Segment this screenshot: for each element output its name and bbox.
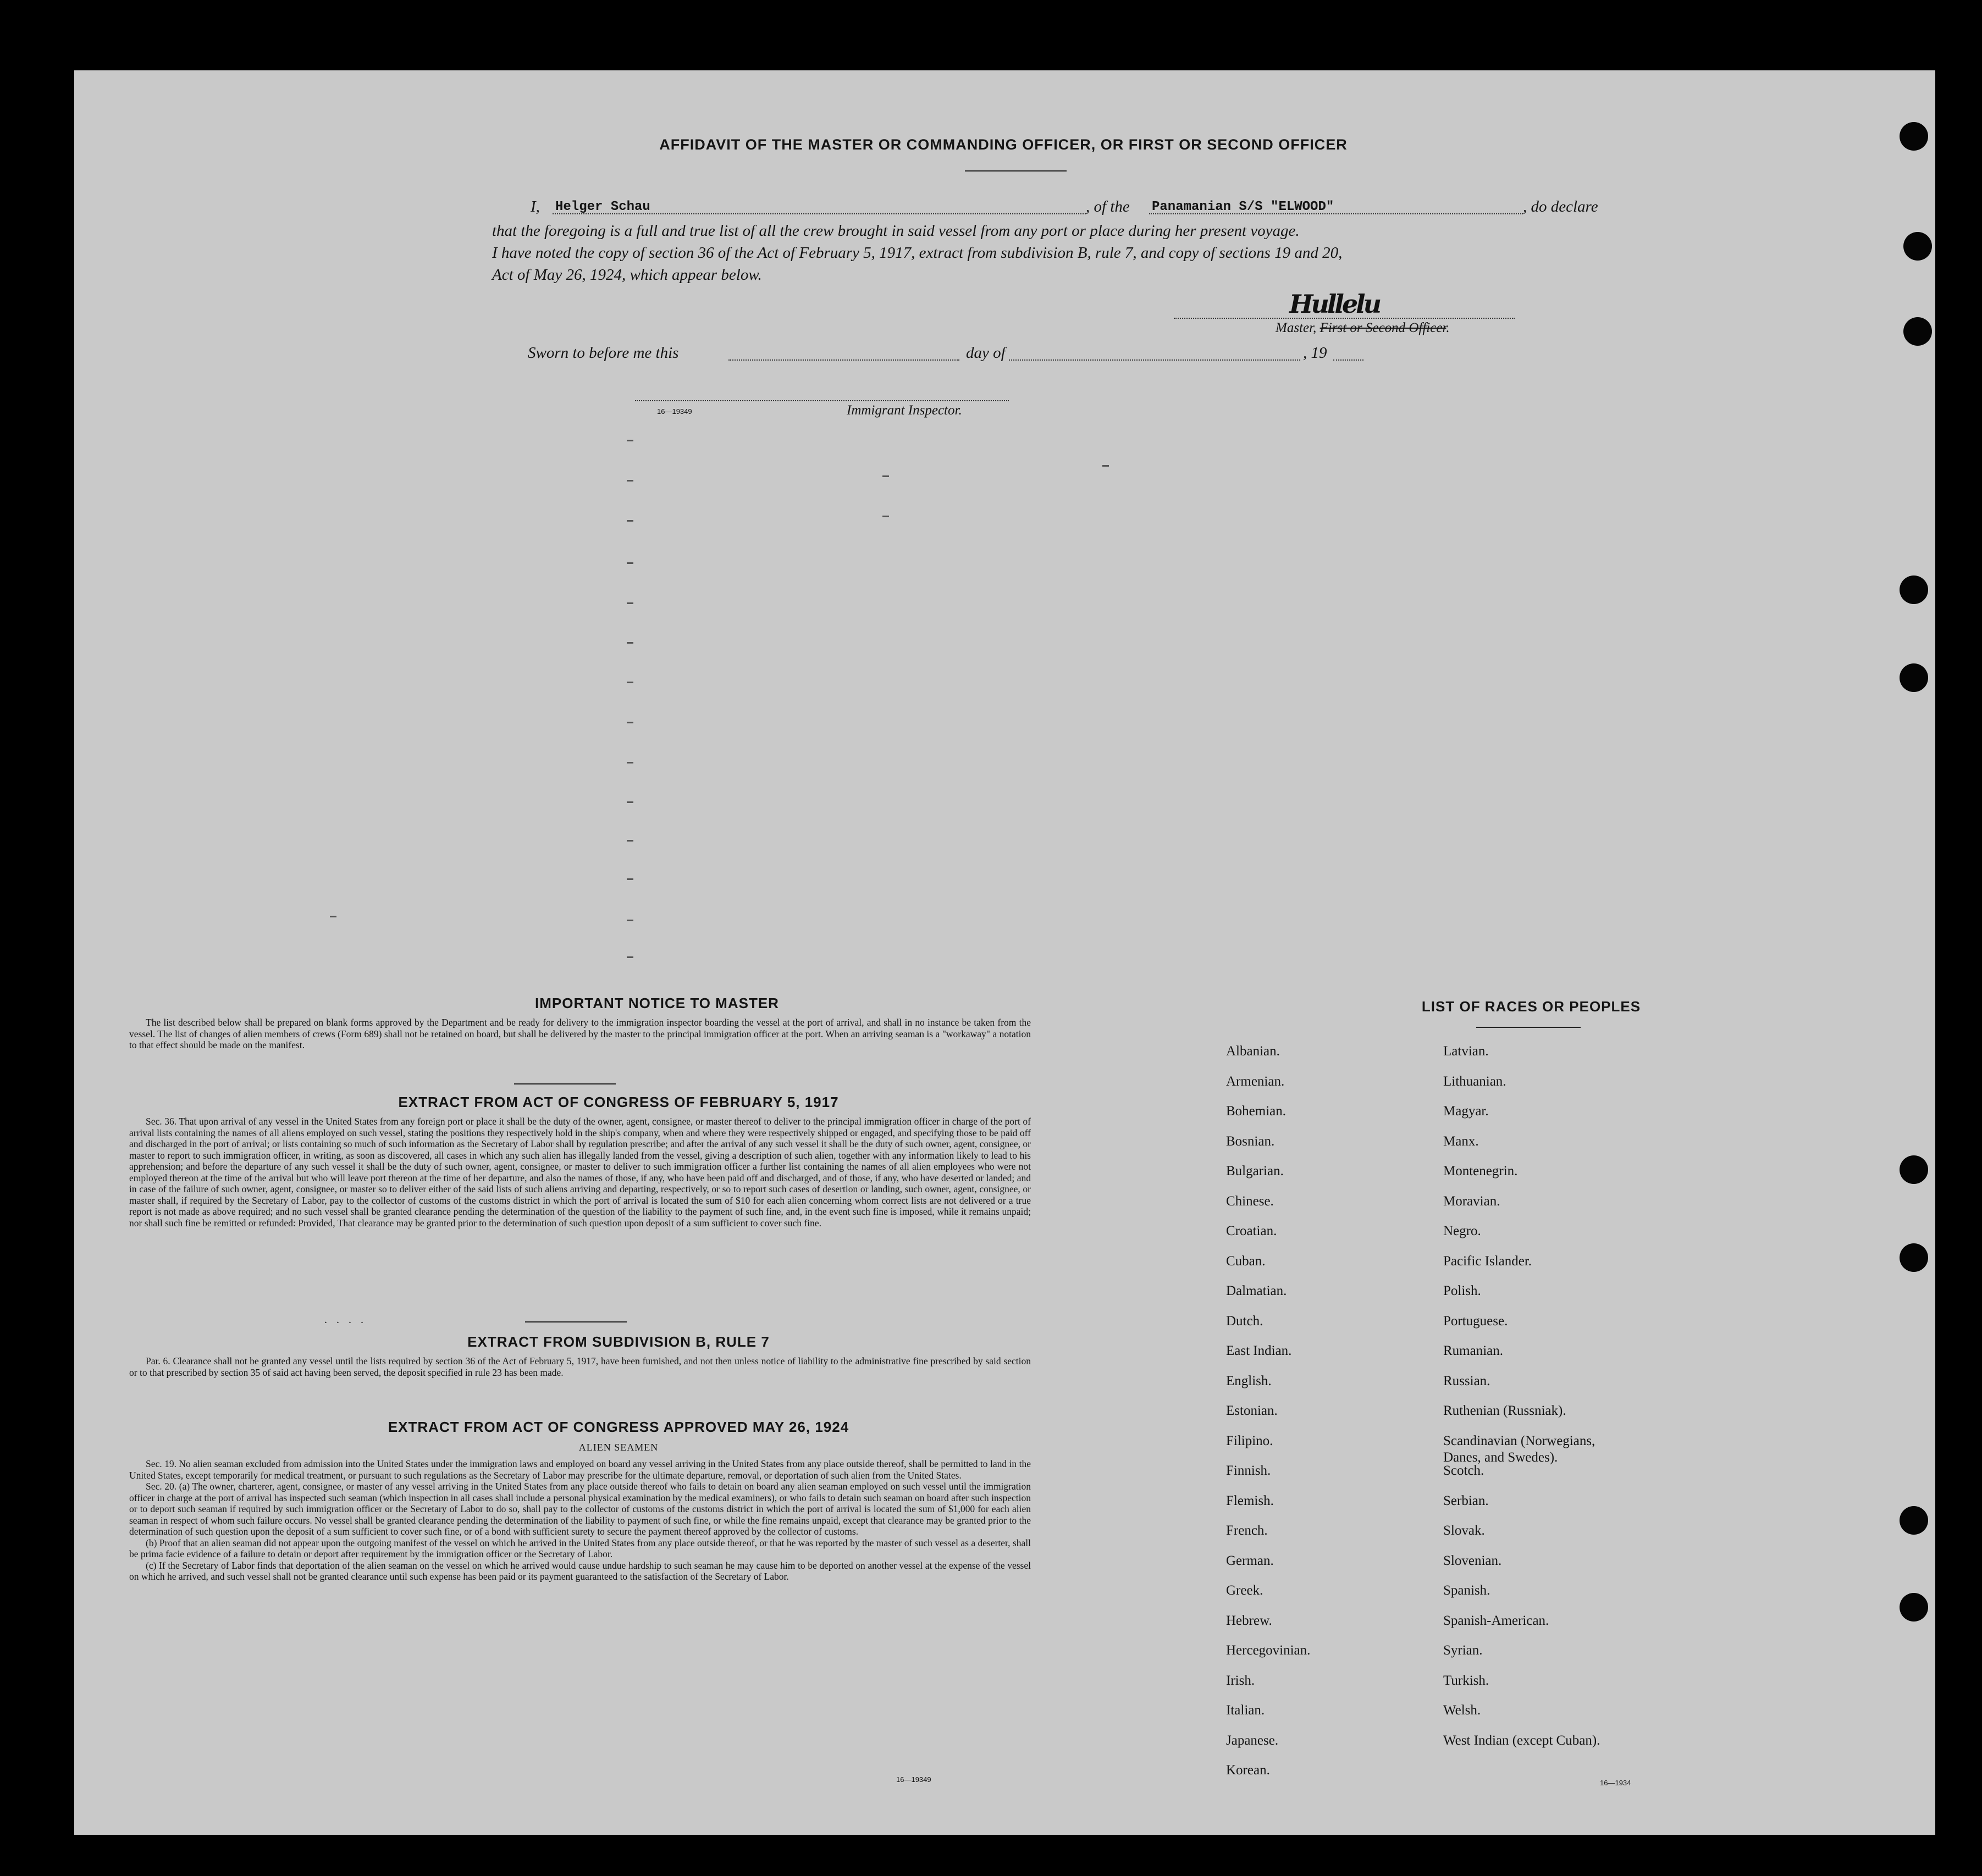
race-entry: Chinese.: [1226, 1193, 1274, 1209]
signature-caption: Master, First or Second Officer.: [1276, 320, 1450, 335]
race-entry: Russian.: [1443, 1373, 1490, 1388]
race-entry: Dalmatian.: [1226, 1283, 1287, 1298]
race-entry: Italian.: [1226, 1703, 1265, 1718]
affidavit-title: AFFIDAVIT OF THE MASTER OR COMMANDING OFFICER, OR FIRST OR SECOND OFFICER: [659, 136, 1348, 153]
do-declare-label: , do declare: [1523, 198, 1598, 215]
binder-hole: [1903, 232, 1932, 261]
races-column-1: [1226, 1043, 1418, 1792]
race-entry: Latvian.: [1443, 1044, 1489, 1059]
races-title: LIST OF RACES OR PEOPLES: [1421, 998, 1641, 1015]
extract-1917-divider: [525, 1321, 627, 1322]
race-entry: Spanish-American.: [1443, 1613, 1549, 1628]
bleed-mark: [627, 562, 633, 564]
bleed-mark: [627, 682, 633, 683]
notice-text: The list described below shall be prepared on blank forms approved by the Department and be ready for delivery to the immigration inspector boarding the vessel at the port of arrival, and shall in no instance be taken from the vessel. The list of changes of alien members of crews (Form 689) shall not be retained on board, but shall be delivered by the master to the principal immigration officer at the port. When an arriving seaman is a "workaway" a notation to that effect should be made on the manifest.: [129, 1017, 1031, 1050]
inspector-signature-line: [635, 400, 1009, 401]
bleed-mark: [627, 642, 633, 644]
race-entry: Negro.: [1443, 1224, 1481, 1238]
races-form-code: 16—1934: [1600, 1779, 1631, 1787]
bleed-mark: [627, 440, 633, 441]
race-entry: Hercegovinian.: [1226, 1643, 1311, 1658]
vessel-value: Panamanian S/S "ELWOOD": [1152, 200, 1334, 214]
bleed-mark: [627, 602, 633, 604]
bleed-mark: [882, 475, 889, 477]
race-entry: English.: [1226, 1373, 1272, 1388]
race-entry: Albanian.: [1226, 1044, 1280, 1059]
race-entry: Montenegrin.: [1443, 1164, 1518, 1178]
extract-1917-title: EXTRACT FROM ACT OF CONGRESS OF FEBRUARY 5, 1917: [398, 1094, 839, 1110]
race-entry: Korean.: [1226, 1763, 1270, 1778]
binder-hole: [1900, 663, 1928, 692]
bleed-mark: [627, 762, 633, 763]
race-entry: Cuban.: [1226, 1253, 1266, 1269]
inspector-form-code: 16—19349: [657, 407, 692, 416]
race-entry: Moravian.: [1443, 1193, 1500, 1209]
race-entry: Manx.: [1443, 1133, 1479, 1149]
master-name-value: Helger Schau: [555, 200, 650, 214]
rule7-title: EXTRACT FROM SUBDIVISION B, RULE 7: [467, 1333, 770, 1350]
bleed-mark: [627, 801, 633, 803]
race-entry: Finnish.: [1226, 1463, 1271, 1478]
race-entry: Polish.: [1443, 1283, 1481, 1298]
year-line: [1333, 359, 1363, 361]
binder-hole: [1900, 575, 1928, 604]
race-entry: Magyar.: [1443, 1104, 1489, 1119]
binder-hole: [1900, 1155, 1928, 1184]
declarant-label: I,: [531, 198, 540, 215]
race-entry: Rumanian.: [1443, 1343, 1504, 1358]
extract-form-code: 16—19349: [896, 1775, 931, 1784]
race-entry: Slovak.: [1443, 1523, 1485, 1538]
binder-hole: [1900, 1243, 1928, 1272]
race-entry: Serbian.: [1443, 1493, 1489, 1508]
bleed-mark: [627, 840, 633, 842]
race-entry: Croatian.: [1226, 1224, 1277, 1238]
title-divider: [965, 170, 1067, 171]
bleed-mark: [627, 722, 633, 723]
races-column-2: [1443, 1043, 1718, 1762]
race-entry: Flemish.: [1226, 1493, 1274, 1508]
race-entry: Estonian.: [1226, 1403, 1278, 1418]
extract-1917-dots: . . . .: [324, 1314, 367, 1326]
race-entry: Scandinavian (Norwegians, Danes, and Swedes).: [1443, 1433, 1595, 1465]
sworn-day-line: [728, 359, 959, 361]
bleed-mark: [330, 916, 336, 917]
declaration-line-2: that the foregoing is a full and true list of all the crew brought in said vessel from any port or place during her present voyage.: [492, 222, 1300, 240]
binder-hole: [1900, 1593, 1928, 1622]
bleed-mark: [627, 956, 633, 958]
rule7-text: Par. 6. Clearance shall not be granted any vessel until the lists required by section 36 of the Act of February 5, 1917, have been furnished, and not then unless notice of liability to the administrative fine prescribed by said section or to that prescribed by section 35 of said act having been served, the deposit specified in rule 23 has been made.: [129, 1355, 1031, 1378]
binder-hole: [1900, 1506, 1928, 1535]
race-entry: Armenian.: [1226, 1073, 1285, 1089]
bleed-mark: [627, 920, 633, 921]
race-entry: Syrian.: [1443, 1643, 1483, 1658]
race-entry: Portuguese.: [1443, 1313, 1508, 1329]
notice-title: IMPORTANT NOTICE TO MASTER: [535, 995, 779, 1011]
race-entry: Dutch.: [1226, 1313, 1263, 1329]
declaration-line-4: Act of May 26, 1924, which appear below.: [492, 266, 762, 284]
race-entry: Japanese.: [1226, 1733, 1279, 1748]
binder-hole: [1903, 317, 1932, 346]
race-entry: Pacific Islander.: [1443, 1253, 1532, 1269]
race-entry: Spanish.: [1443, 1583, 1490, 1598]
extract-1917-text: Sec. 36. That upon arrival of any vessel in the United States from any foreign port or place it shall be the duty of the owner, agent, consignee, or master thereof to deliver to the principal immigration officer in charge of the port of arrival lists containing the names of all aliens employed on such vessel, stating the positions they respectively hold in the ship's company, when and where they were respectively shipped or engaged, and specifying those to be paid off and discharged in the port of arrival; or lists containing so much of such information as the Secretary of Labor shall by regulation prescribe; and after the arrival of any such vessel it shall be the duty of such owner, agent, consignee, or master to report to such immigration officer, in writing, as soon as discovered, all cases in which any such alien has illegally landed from the vessel, giving a description of such alien, together with any information likely to lead to his apprehension; and before the departure of any such vessel it shall be the duty of such owner, agent, consignee, or master to deliver to such immigration officer a further list containing the names of all alien employees who were not employed thereon at the time of the arrival but who will leave port thereon at the time of her departure, and also the names of those, if any, who have been paid off and discharged, and of those, if any, who have deserted or landed; and in case of the failure of such owner, agent, consignee, or master so to deliver either of the said lists of such aliens arriving and departing, respectively, or so to report such cases of desertion or landing, such owner, agent, consignee, or master shall, if required by the Secretary of Labor, pay to the collector of customs of the customs district in which the port of arrival is located the sum of $10 for each alien concerning whom correct lists are not delivered or a true report is not made as above required; and no such vessel shall be granted clearance pending the determination of the question of the liability to the payment of such fine, and, in the event such fine is imposed, while it remains unpaid; nor shall such fine be remitted or refunded: Provided, That clearance may be granted prior to the determination of such question upon deposit of a sum sufficient to cover such fine.: [129, 1116, 1031, 1228]
notice-divider: [514, 1083, 616, 1084]
race-entry: Hebrew.: [1226, 1613, 1272, 1628]
extract-1924-title: EXTRACT FROM ACT OF CONGRESS APPROVED MAY 26, 1924: [388, 1419, 849, 1435]
declaration-line-3: I have noted the copy of section 36 of the Act of February 5, 1917, extract from subdivision B, rule 7, and copy of sections 19 and 20,: [492, 244, 1343, 262]
race-entry: Irish.: [1226, 1673, 1255, 1688]
bleed-mark: [882, 516, 889, 517]
race-entry: Slovenian.: [1443, 1553, 1502, 1568]
race-entry: French.: [1226, 1523, 1268, 1538]
race-entry: Welsh.: [1443, 1703, 1481, 1718]
race-entry: Bulgarian.: [1226, 1164, 1284, 1178]
race-entry: Bosnian.: [1226, 1133, 1275, 1149]
bleed-mark: [627, 480, 633, 482]
bleed-mark: [627, 520, 633, 522]
extract-1924-text: Sec. 19. No alien seaman excluded from admission into the United States under the immigration laws and employed on board any vessel arriving in the United States from any place outside thereof, shall be permitted to land in the United States, except temporarily for medical treatment, or pursuant to such regulations as the Secretary of Labor may prescribe for the ultimate departure, removal, or deportation of such alien from the United States. Sec. 20. (a) The owner, charterer, agent, consignee, or master of any vessel arriving in the United States from any place outside thereof who fails to detain on board any alien seaman employed on such vessel until the immigration officer in charge at the port of arrival has inspected such seaman (which inspection in all cases shall include a personal physical examination by the medical examiners), or who fails to detain such seaman on board after such inspection or to deport such seaman if required by such immigration officer or the Secretary of Labor to do so, shall pay to the collector of customs of the customs district in which the port of arrival is located the sum of $1,000 for each alien seaman in respect of whom such failure occurs. No vessel shall be granted clearance pending the determination of the liability to payment of such fine, or while the fine remains unpaid, except that clearance may be granted prior to the determination of such question upon the deposit of a sum sufficient to cover such fine, or of a bond with sufficient surety to secure the payment thereof approved by the collector of customs. (b) Proof that an alien seaman did not appear upon the outgoing manifest of the vessel on which he arrived in the United States from any place outside thereof, or that he was reported by the master of such vessel as a deserter, shall be prima facie evidence of a failure to detain or deport after requirement by the immigration officer or the Secretary of Labor. (c) If the Secretary of Labor finds that deportation of the alien seaman on the vessel on which he arrived would cause undue hardship to such seaman he may cause him to be deported on another vessel at the expense of the vessel on which he arrived, and such vessel shall not be granted clearance until such expense has been paid or its payment guaranteed to the satisfaction of the Secretary of Labor.: [129, 1458, 1031, 1582]
extract-1924-subtitle: ALIEN SEAMEN: [578, 1442, 659, 1453]
bleed-mark: [1102, 465, 1109, 467]
of-the-label: , of the: [1086, 198, 1130, 215]
race-entry: East Indian.: [1226, 1343, 1292, 1358]
year-label: , 19: [1303, 344, 1327, 362]
race-entry: Ruthenian (Russniak).: [1443, 1403, 1566, 1418]
sworn-month-line: [1009, 359, 1300, 361]
race-entry: Filipino.: [1226, 1433, 1273, 1448]
race-entry: Lithuanian.: [1443, 1073, 1506, 1089]
day-of-label: day of: [966, 344, 1006, 362]
race-entry: Greek.: [1226, 1583, 1263, 1598]
race-entry: West Indian (except Cuban).: [1443, 1733, 1600, 1748]
binder-hole: [1900, 122, 1928, 151]
bleed-mark: [627, 878, 633, 880]
race-entry: German.: [1226, 1553, 1274, 1568]
sworn-label: Sworn to before me this: [528, 344, 679, 362]
race-entry: Bohemian.: [1226, 1104, 1287, 1119]
form-page: [74, 70, 1935, 1835]
race-entry: Turkish.: [1443, 1673, 1489, 1688]
master-signature: Hullelu: [1289, 289, 1380, 319]
races-divider: [1476, 1027, 1581, 1028]
inspector-caption: Immigrant Inspector.: [847, 403, 962, 418]
signature-line: [1174, 318, 1515, 319]
race-entry: Scotch.: [1443, 1463, 1484, 1478]
